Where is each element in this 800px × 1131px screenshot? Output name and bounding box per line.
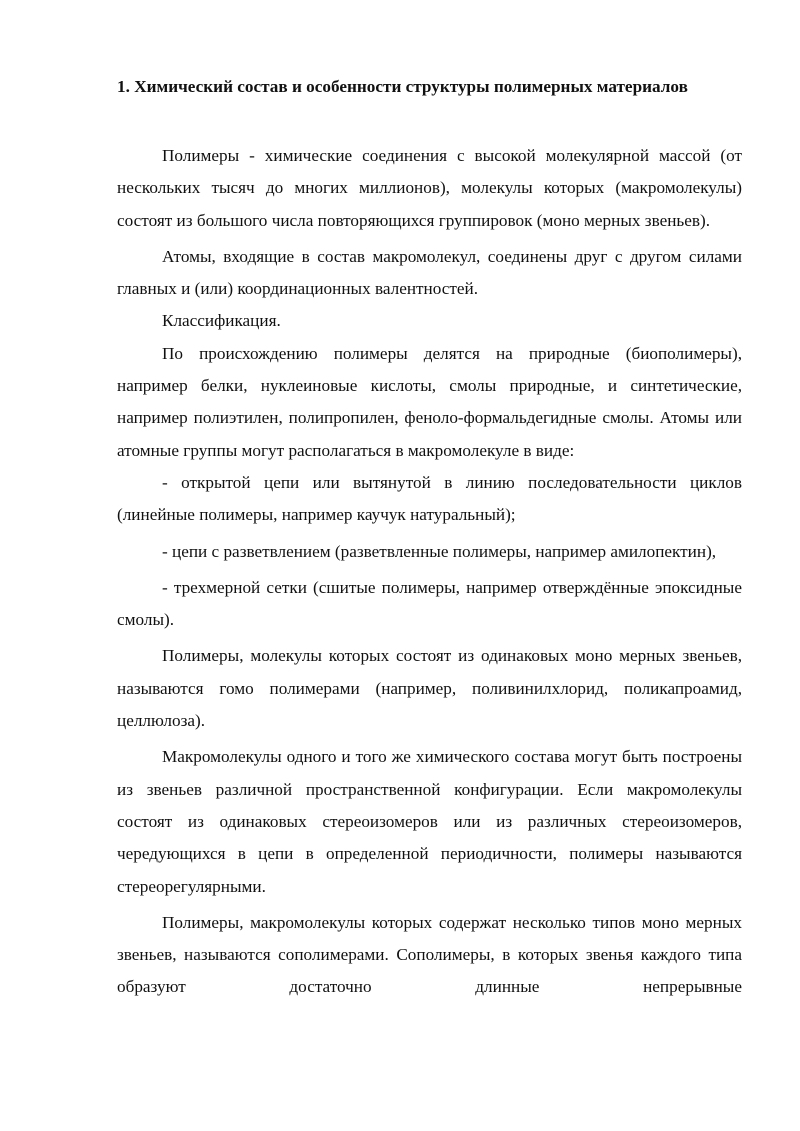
paragraph-stereoregular: Макромолекулы одного и того же химического состава могут быть построены из звеньев различной пространственной конфигурации. Если макромолекулы состоят из одинаковых стереоизомеров или из различных стереоизомеров, чередующихся в цепи в определенной периодичности, полимеры называются стереорегулярными. [117,747,742,896]
paragraph-homopolymers: Полимеры, молекулы которых состоят из одинаковых моно мерных звеньев, называются гомо полимерами (например, поливинилхлорид, поликапроамид, целлюлоза). [117,646,742,731]
paragraph-linear-chain: - открытой цепи или вытянутой в линию последовательности циклов (линейные полимеры, например каучук натуральный); [117,472,742,525]
paragraph-copolymers: Полимеры, макромолекулы которых содержат несколько типов моно мерных звеньев, называются сополимерами. Сополимеры, в которых звенья каждого типа образуют достаточно длинные непрерывные [117,912,742,997]
paragraph-atoms: Атомы, входящие в состав макромолекул, соединены друг с другом силами главных и (или) координационных валентностей. [117,246,742,299]
paragraph-origin: По происхождению полимеры делятся на природные (биополимеры), например белки, нуклеиновые кислоты, смолы природные, и синтетические, например полиэтилен, полипропилен, феноло-формальдегидные смолы. Атомы или атомные группы могут располагаться в макромолекуле в виде: [117,343,742,460]
paragraph-classification: Классификация. [162,311,281,331]
paragraph-network: - трехмерной сетки (сшитые полимеры, например отверждённые эпоксидные смолы). [117,577,742,630]
section-heading: 1. Химический состав и особенности структуры полимерных материалов [117,77,688,96]
document-body [117,140,742,1004]
paragraph-branched-chain: - цепи с разветвлением (разветвленные полимеры, например амилопектин), [162,541,717,561]
paragraph-definition: Полимеры - химические соединения с высокой молекулярной массой (от нескольких тысяч до многих миллионов), молекулы которых (макромолекулы) состоят из большого числа повторяющихся группировок (моно мерных звеньев). [117,146,742,230]
